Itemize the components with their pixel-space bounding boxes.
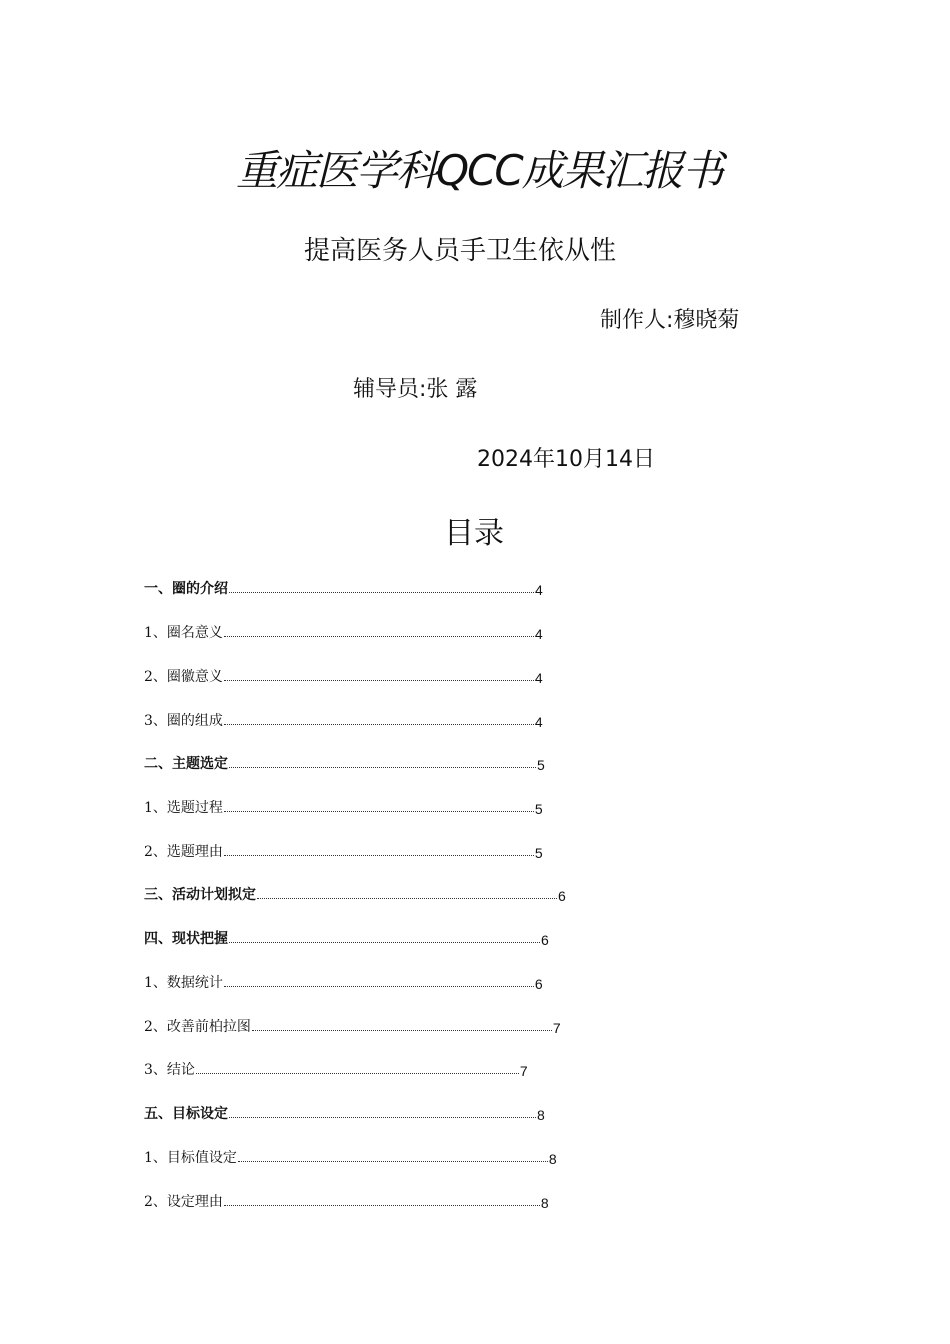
report-title: 重症医学科QCC成果汇报书	[236, 146, 722, 195]
toc-entry-11[interactable]	[144, 1010, 561, 1036]
author-line: 制作人:穆晓菊	[600, 308, 740, 333]
toc-entry-4[interactable]	[144, 704, 543, 730]
toc-entry-text: 三、活动计划拟定	[144, 887, 256, 903]
toc-heading: 目录	[444, 516, 504, 551]
toc-leader-dots	[252, 1030, 552, 1031]
toc-page-number: 4	[535, 582, 543, 598]
toc-leader-dots	[224, 1205, 540, 1206]
toc-page-number: 4	[534, 714, 543, 730]
report-date: 2024年10月14日	[477, 447, 655, 472]
toc-entry-15[interactable]	[144, 1185, 549, 1211]
toc-entry-13[interactable]	[144, 1097, 545, 1123]
toc-page-number: 6	[541, 932, 549, 948]
toc-entry-1[interactable]	[144, 572, 543, 598]
toc-page-number: 6	[534, 976, 543, 992]
toc-page-number: 8	[540, 1195, 549, 1211]
toc-entry-12[interactable]	[144, 1053, 528, 1079]
toc-entry-text: 一、圈的介绍	[144, 581, 228, 597]
toc-entry-8[interactable]	[144, 878, 566, 904]
toc-entry-text: 3、结论	[144, 1062, 195, 1078]
toc-leader-dots	[224, 855, 534, 856]
toc-entry-6[interactable]	[144, 791, 543, 817]
toc-leader-dots	[224, 724, 534, 725]
toc-leader-dots	[238, 1161, 548, 1162]
toc-entry-2[interactable]	[144, 616, 543, 642]
toc-leader-dots	[196, 1073, 519, 1074]
toc-leader-dots	[224, 986, 534, 987]
toc-entry-5[interactable]	[144, 747, 545, 773]
toc-leader-dots	[224, 811, 534, 812]
toc-entry-text: 1、圈名意义	[144, 625, 223, 641]
toc-entry-text: 四、现状把握	[144, 931, 228, 947]
toc-entry-text: 3、圈的组成	[144, 713, 223, 729]
toc-leader-dots	[229, 767, 536, 768]
toc-entry-9[interactable]	[144, 922, 549, 948]
toc-leader-dots	[229, 592, 534, 593]
toc-entry-text: 1、数据统计	[144, 975, 223, 991]
toc-leader-dots	[229, 942, 540, 943]
toc-leader-dots	[224, 680, 534, 681]
toc-page-number: 4	[534, 670, 543, 686]
toc-entry-text: 2、设定理由	[144, 1194, 223, 1210]
toc-leader-dots	[257, 898, 557, 899]
toc-page-number: 8	[548, 1151, 557, 1167]
toc-entry-7[interactable]	[144, 835, 543, 861]
toc-leader-dots	[224, 636, 534, 637]
toc-leader-dots	[229, 1117, 536, 1118]
advisor-line: 辅导员:张 露	[353, 377, 478, 402]
toc-entry-3[interactable]	[144, 660, 543, 686]
toc-entry-text: 1、选题过程	[144, 800, 223, 816]
toc-page-number: 6	[558, 888, 566, 904]
toc-page-number: 4	[534, 626, 543, 642]
toc-page-number: 5	[537, 757, 545, 773]
toc-page-number: 8	[537, 1107, 545, 1123]
report-subtitle: 提高医务人员手卫生依从性	[304, 236, 617, 266]
toc-entry-text: 2、改善前柏拉图	[144, 1019, 251, 1035]
toc-entry-text: 二、主题选定	[144, 756, 228, 772]
toc-page-number: 5	[534, 801, 543, 817]
toc-entry-text: 1、目标值设定	[144, 1150, 237, 1166]
toc-page-number: 5	[534, 845, 543, 861]
toc-entry-text: 2、圈徽意义	[144, 669, 223, 685]
toc-page-number: 7	[519, 1063, 528, 1079]
toc-entry-14[interactable]	[144, 1141, 557, 1167]
toc-entry-text: 2、选题理由	[144, 844, 223, 860]
toc-page-number: 7	[552, 1020, 561, 1036]
toc-entry-10[interactable]	[144, 966, 543, 992]
toc-entry-text: 五、目标设定	[144, 1106, 228, 1122]
